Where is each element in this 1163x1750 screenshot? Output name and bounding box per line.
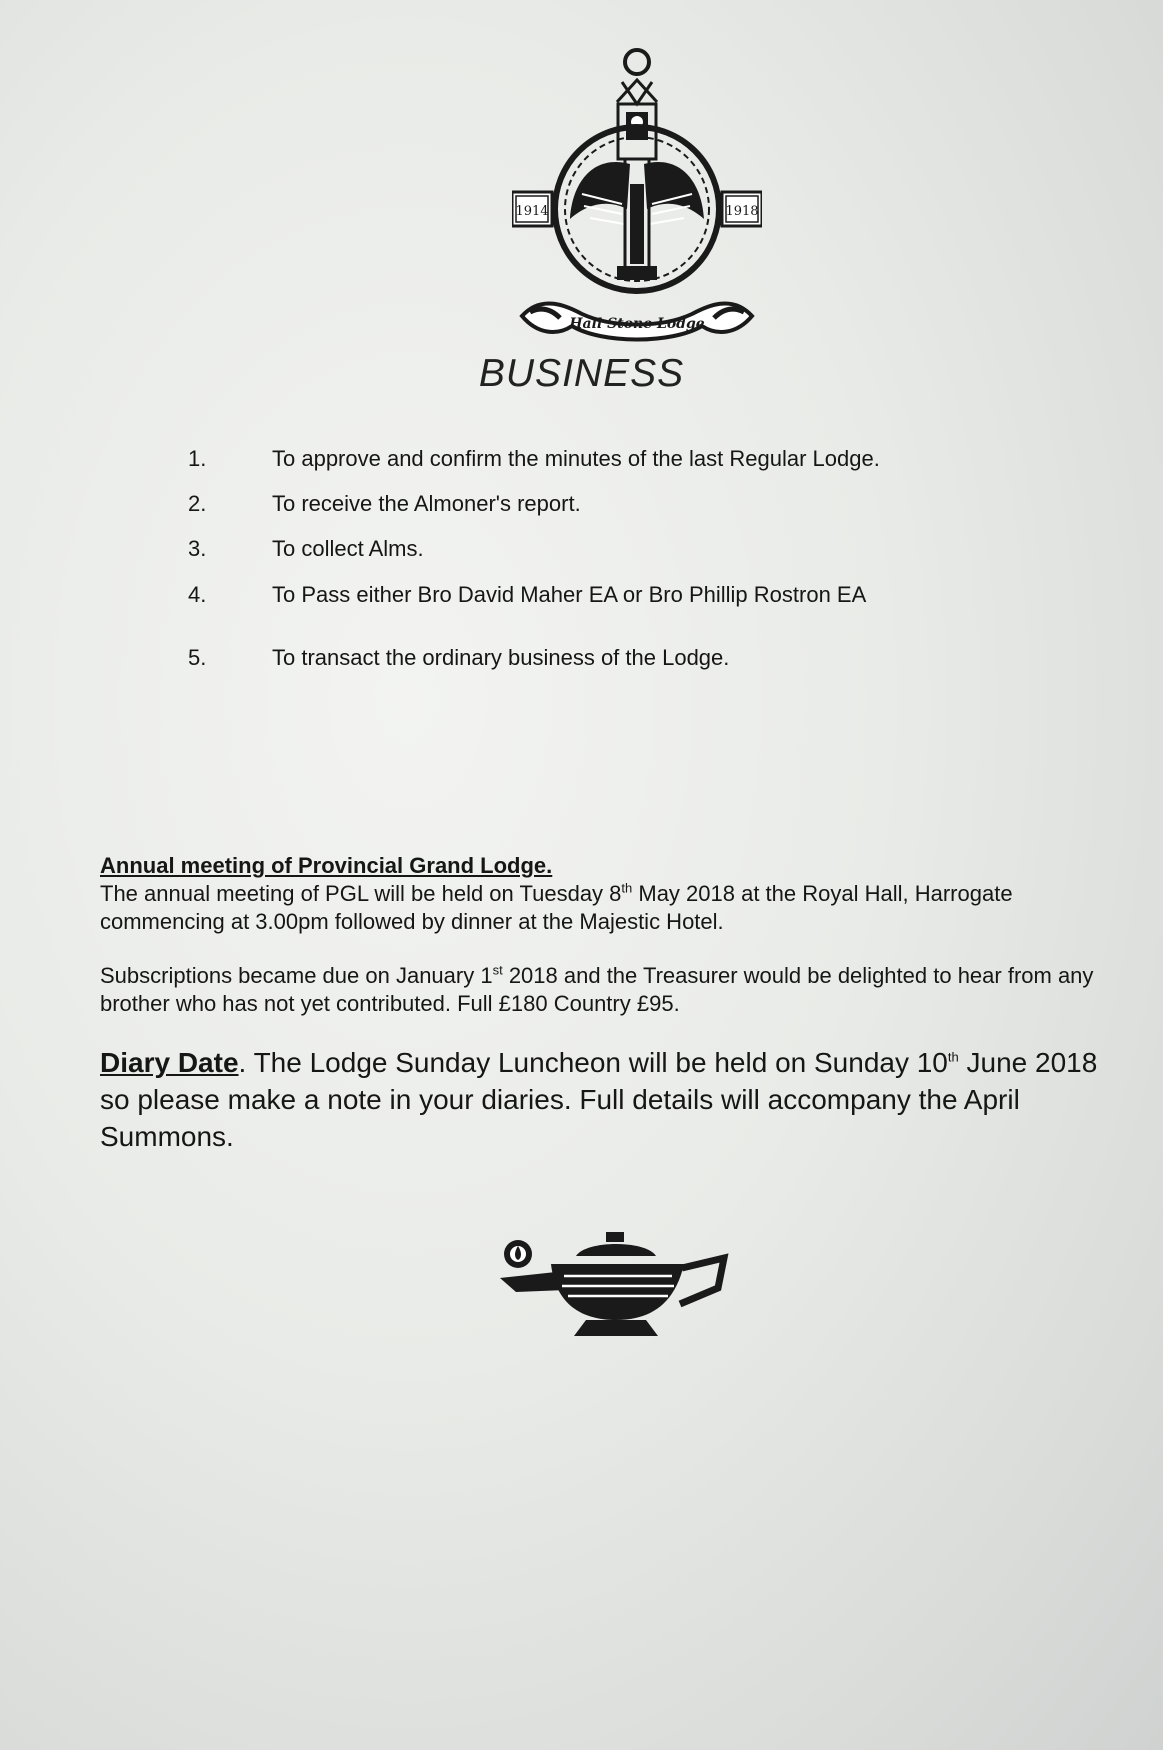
year-left: 1914 — [515, 204, 549, 219]
item-number: 1. — [188, 446, 207, 471]
item-number: 2. — [188, 491, 207, 516]
item-text: To transact the ordinary business of the Lodge. — [272, 645, 730, 670]
subscriptions-paragraph: Subscriptions became due on January 1st 2018 and the Treasurer would be delighted to hear from any brother who has not yet contributed. Full £180 Country £95. — [100, 962, 1094, 1016]
item-number: 5. — [188, 645, 207, 670]
annual-meeting-line1: The annual meeting of PGL will be held on Tuesday 8th May 2018 at the Royal Hall, Harrogate — [100, 880, 1013, 906]
oil-lamp-icon — [496, 1228, 732, 1340]
year-right: 1918 — [725, 204, 759, 219]
diary-date-paragraph: Diary Date. The Lodge Sunday Luncheon will be held on Sunday 10th June 2018 so please make a note in your diaries. Full details will accompany the April Summons. — [100, 1047, 1098, 1152]
item-text: To approve and confirm the minutes of the last Regular Lodge. — [272, 446, 880, 471]
page-title: BUSINESS — [478, 352, 685, 395]
scroll-text: Hall Stone Lodge — [569, 316, 705, 332]
item-text: To receive the Almoner's report. — [272, 491, 581, 516]
hall-stone-jewel-icon — [512, 44, 762, 344]
item-number: 3. — [188, 536, 207, 561]
annual-meeting-line2: commencing at 3.00pm followed by dinner at the Majestic Hotel. — [100, 909, 724, 934]
annual-meeting-heading: Annual meeting of Provincial Grand Lodge. — [100, 853, 553, 878]
item-text: To collect Alms. — [272, 536, 424, 561]
item-text: To Pass either Bro David Maher EA or Bro Phillip Rostron EA — [272, 582, 867, 607]
annual-meeting-section — [100, 852, 1120, 936]
item-number: 4. — [188, 582, 207, 607]
diary-date-label: Diary Date — [100, 1047, 239, 1078]
